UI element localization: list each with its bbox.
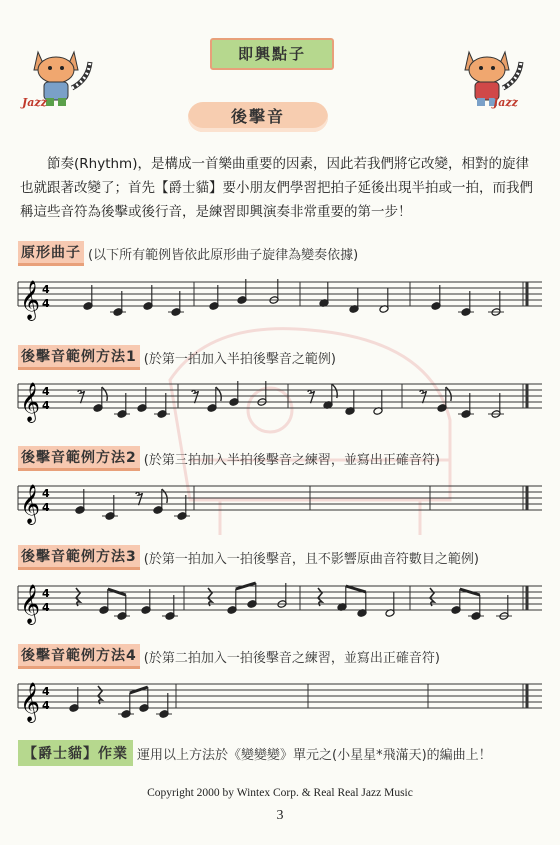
section-method2-header: [18, 446, 440, 471]
time-signature-bottom: 4: [42, 601, 50, 614]
time-signature-top: 4: [42, 283, 50, 296]
note-flag: [216, 387, 221, 401]
note-flag: [102, 387, 107, 401]
staff-original: [18, 274, 542, 326]
page-title: 即興點子: [210, 38, 334, 70]
section-desc: (於第一拍加入一拍後擊音，且不影響原曲音符數目之範例): [143, 552, 479, 567]
treble-clef-icon: 𝄞: [20, 382, 41, 422]
time-signature-top: 4: [42, 487, 50, 500]
note-flag: [446, 387, 451, 401]
section-desc: (以下所有範例皆依此原形曲子旋律為變奏依據): [88, 248, 359, 263]
section-tag: 後擊音範例方法2: [18, 446, 140, 471]
treble-clef-icon: 𝄞: [20, 280, 41, 320]
copyright: Copyright 2000 by Wintex Corp. & Real Real Jazz Music: [147, 787, 413, 799]
section-desc: (於第二拍加入一拍後擊音之練習，並寫出正確音符): [143, 651, 440, 666]
assignment: [18, 740, 492, 766]
assignment-tag: 【爵士貓】作業: [18, 740, 133, 766]
quarter-rest: [318, 588, 322, 606]
treble-clef-icon: 𝄞: [20, 584, 41, 624]
staff-method2: [18, 478, 542, 530]
jazz-label-right: Jazz: [493, 96, 518, 109]
page-number: 3: [276, 808, 284, 823]
quarter-rest: [208, 588, 212, 606]
jazz-label-left: Jazz: [22, 96, 47, 109]
time-signature-bottom: 4: [42, 699, 50, 712]
section-tag: 後擊音範例方法1: [18, 345, 140, 370]
note-beam: [346, 586, 366, 592]
time-signature-bottom: 4: [42, 399, 50, 412]
quarter-rest: [76, 588, 80, 606]
section-desc: (於第三拍加入半拍後擊音之練習，並寫出正確音符): [143, 453, 440, 468]
quarter-rest: [98, 686, 102, 704]
time-signature-bottom: 4: [42, 297, 50, 310]
time-signature-bottom: 4: [42, 501, 50, 514]
eighth-rest: [136, 492, 143, 505]
time-signature-top: 4: [42, 685, 50, 698]
eighth-rest: [192, 390, 199, 403]
assignment-text: 運用以上方法於《變變變》單元之(小星星*飛滿天)的編曲上！: [137, 747, 492, 763]
staff-method4: [18, 676, 542, 728]
treble-clef-icon: 𝄞: [20, 682, 41, 722]
time-signature-top: 4: [42, 385, 50, 398]
eighth-rest: [420, 390, 427, 403]
note-flag: [162, 489, 167, 503]
section-tag: 原形曲子: [18, 241, 84, 266]
eighth-rest: [308, 390, 315, 403]
treble-clef-icon: 𝄞: [20, 484, 41, 524]
section-tag: 後擊音範例方法4: [18, 644, 140, 669]
time-signature-top: 4: [42, 587, 50, 600]
section-original-header: [18, 241, 358, 266]
section-method1-header: [18, 345, 336, 370]
section-desc: (於第一拍加入半拍後擊音之範例): [143, 352, 336, 367]
section-method3-header: [18, 545, 479, 570]
section-tag: 後擊音範例方法3: [18, 545, 140, 570]
staff-method1: [18, 376, 542, 428]
quarter-rest: [430, 588, 434, 606]
eighth-rest: [78, 390, 85, 403]
staff-method3: [18, 578, 542, 630]
intro-paragraph: 節奏(Rhythm)，是構成一首樂曲重要的因素，因此若我們將它改變，相對的旋律也就跟著改變了；首先【爵士貓】要小朋友們學習把拍子延後出現半拍或一拍，而我們稱這些音符為後擊或後行音，是練習即興演奏非常重要的第一步！: [20, 156, 533, 220]
section-method4-header: [18, 644, 440, 669]
page-subtitle: 後擊音: [188, 102, 328, 132]
